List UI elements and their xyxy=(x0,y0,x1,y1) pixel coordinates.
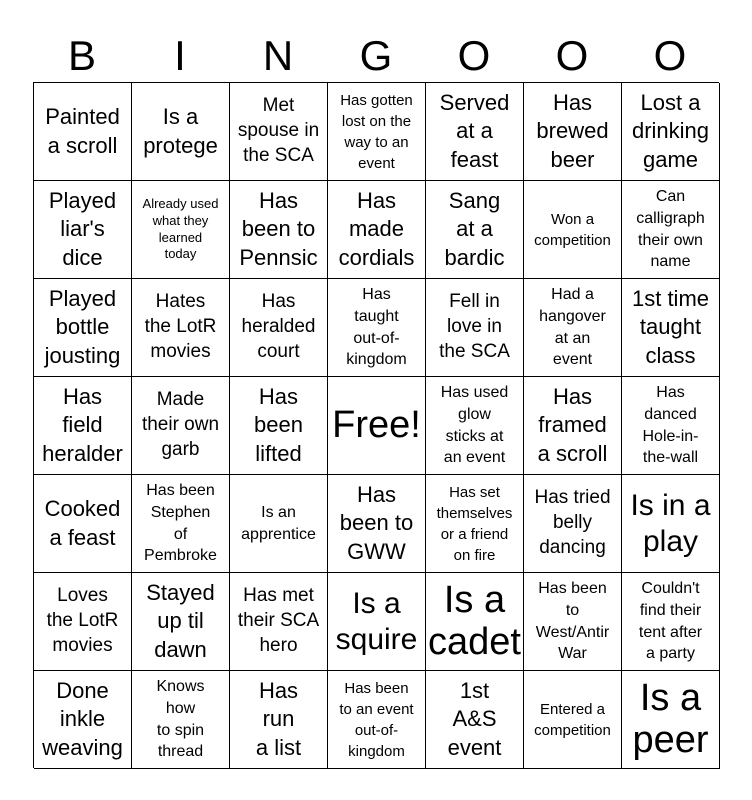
bingo-grid xyxy=(33,82,719,768)
bingo-cell[interactable]: Entered a competition xyxy=(524,671,622,769)
bingo-cell[interactable]: Cooked a feast xyxy=(34,475,132,573)
bingo-cell[interactable]: Done inkle weaving xyxy=(34,671,132,769)
bingo-cell[interactable]: Played liar's dice xyxy=(34,181,132,279)
bingo-cell[interactable]: Fell in love in the SCA xyxy=(426,279,524,377)
bingo-cell[interactable]: Has framed a scroll xyxy=(524,377,622,475)
bingo-cell[interactable]: Can calligraph their own name xyxy=(622,181,720,279)
bingo-cell[interactable]: Already used what they learned today xyxy=(132,181,230,279)
bingo-cell[interactable]: Has gotten lost on the way to an event xyxy=(328,83,426,181)
bingo-cell[interactable]: Won a competition xyxy=(524,181,622,279)
bingo-cell[interactable]: Is a protege xyxy=(132,83,230,181)
bingo-cell[interactable]: 1st A&S event xyxy=(426,671,524,769)
bingo-cell[interactable]: Has been to an event out-of- kingdom xyxy=(328,671,426,769)
bingo-header xyxy=(33,30,719,82)
bingo-cell[interactable]: Has field heralder xyxy=(34,377,132,475)
bingo-cell[interactable]: Had a hangover at an event xyxy=(524,279,622,377)
bingo-cell[interactable]: Knows how to spin thread xyxy=(132,671,230,769)
header-letter: O xyxy=(457,32,491,79)
header-letter: I xyxy=(174,32,186,79)
bingo-cell[interactable]: Has heralded court xyxy=(230,279,328,377)
bingo-cell[interactable]: Has been Stephen of Pembroke xyxy=(132,475,230,573)
free-space-cell[interactable]: Free! xyxy=(328,377,426,475)
bingo-cell[interactable]: Has tried belly dancing xyxy=(524,475,622,573)
bingo-cell[interactable]: Made their own garb xyxy=(132,377,230,475)
bingo-cell[interactable]: Has made cordials xyxy=(328,181,426,279)
bingo-cell[interactable]: Hates the LotR movies xyxy=(132,279,230,377)
header-letter: G xyxy=(359,32,393,79)
bingo-cell[interactable]: Has been to Pennsic xyxy=(230,181,328,279)
bingo-cell[interactable]: Painted a scroll xyxy=(34,83,132,181)
header-letter: N xyxy=(262,32,294,79)
bingo-cell[interactable]: Loves the LotR movies xyxy=(34,573,132,671)
header-letter: O xyxy=(555,32,589,79)
bingo-cell[interactable]: Sang at a bardic xyxy=(426,181,524,279)
bingo-cell[interactable]: Met spouse in the SCA xyxy=(230,83,328,181)
bingo-cell[interactable]: Played bottle jousting xyxy=(34,279,132,377)
bingo-cell[interactable]: Couldn't find their tent after a party xyxy=(622,573,720,671)
bingo-cell[interactable]: Lost a drinking game xyxy=(622,83,720,181)
bingo-cell[interactable]: Served at a feast xyxy=(426,83,524,181)
bingo-cell[interactable]: Has run a list xyxy=(230,671,328,769)
bingo-cell[interactable]: Has been to West/Antir War xyxy=(524,573,622,671)
bingo-cell[interactable]: Has danced Hole-in- the-wall xyxy=(622,377,720,475)
bingo-cell[interactable]: Has used glow sticks at an event xyxy=(426,377,524,475)
bingo-cell[interactable]: Stayed up til dawn xyxy=(132,573,230,671)
bingo-cell[interactable]: Is a cadet xyxy=(426,573,524,671)
bingo-cell[interactable]: Is an apprentice xyxy=(230,475,328,573)
bingo-cell[interactable]: Has been to GWW xyxy=(328,475,426,573)
bingo-cell[interactable]: Has been lifted xyxy=(230,377,328,475)
bingo-cell[interactable]: Has taught out-of- kingdom xyxy=(328,279,426,377)
bingo-cell[interactable]: Has set themselves or a friend on fire xyxy=(426,475,524,573)
header-letter: B xyxy=(67,32,96,79)
bingo-cell[interactable]: 1st time taught class xyxy=(622,279,720,377)
bingo-cell[interactable]: Is a squire xyxy=(328,573,426,671)
bingo-cell[interactable]: Is in a play xyxy=(622,475,720,573)
header-letter: O xyxy=(653,32,687,79)
bingo-cell[interactable]: Has brewed beer xyxy=(524,83,622,181)
bingo-cell[interactable]: Has met their SCA hero xyxy=(230,573,328,671)
bingo-cell[interactable]: Is a peer xyxy=(622,671,720,769)
